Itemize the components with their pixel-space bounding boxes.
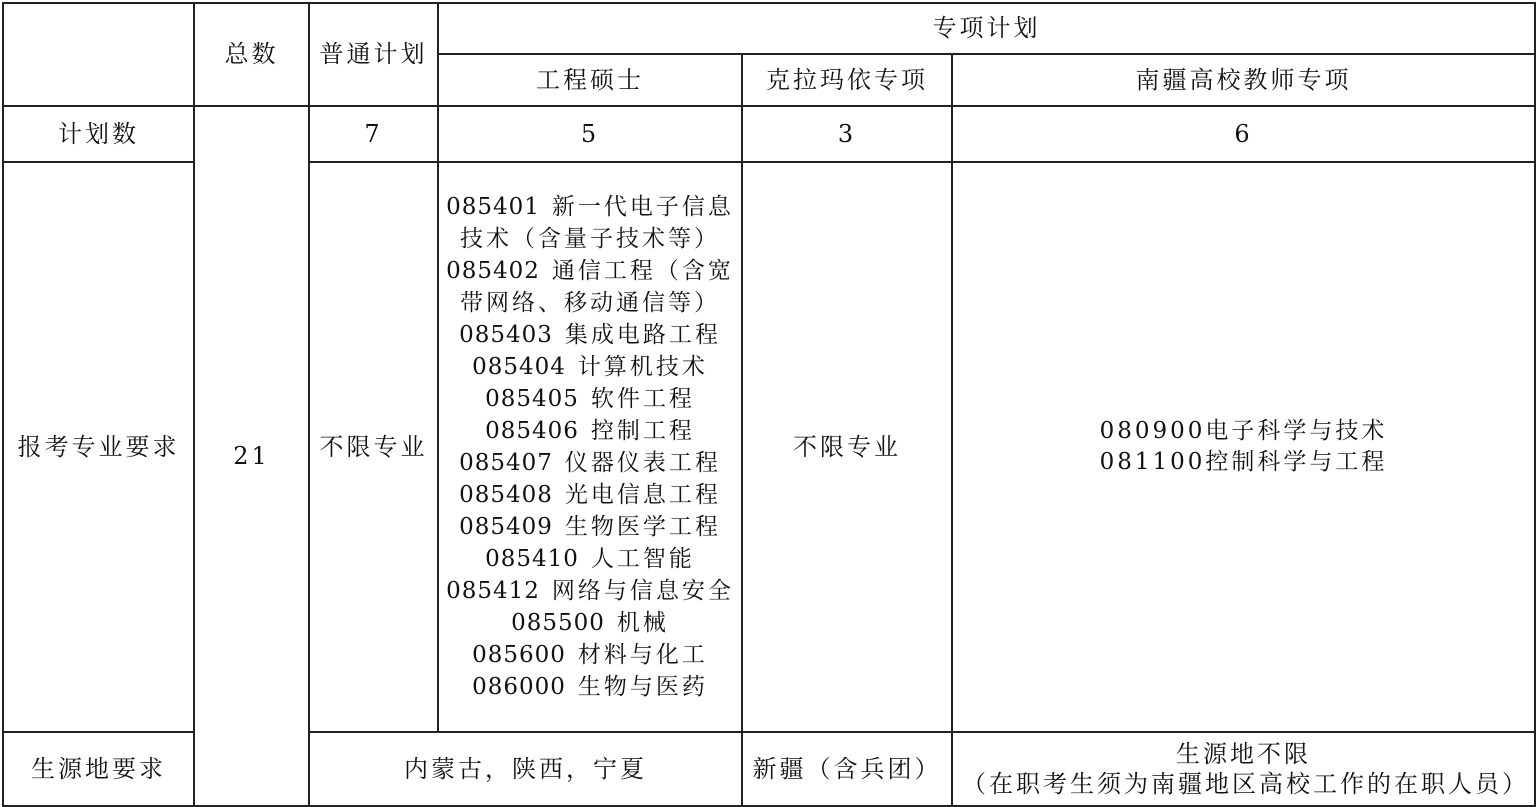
- major-name: 仪器仪表工程: [564, 450, 721, 476]
- source-nanjiang: [952, 732, 1535, 806]
- header-row-1: [3, 3, 1535, 54]
- major-code: 085406: [485, 418, 579, 444]
- major-name: 技术（含量子技术等）: [460, 226, 720, 252]
- row-label-plan-count: 计划数: [3, 106, 194, 162]
- nanjiang-major-list: [953, 416, 1534, 478]
- engineering-major-item: [439, 543, 741, 575]
- major-name: 生物与医药: [577, 674, 708, 700]
- header-nanjiang: 南疆高校教师专项: [952, 54, 1535, 106]
- major-code: 085403: [459, 322, 553, 348]
- major-name: 生物医学工程: [564, 514, 721, 540]
- header-general-plan: 普通计划: [309, 3, 438, 106]
- major-code: 085500: [511, 610, 605, 636]
- major-code: 085405: [485, 386, 579, 412]
- engineering-major-item: [439, 575, 741, 607]
- major-name: 软件工程: [590, 386, 695, 412]
- source-nanjiang-line1: 生源地不限: [1176, 740, 1312, 768]
- engineering-major-item: [439, 447, 741, 479]
- major-code: 085404: [472, 354, 566, 380]
- corner-cell: [3, 3, 194, 106]
- engineering-major-item: [439, 415, 741, 447]
- major-name: 通信工程（含宽: [551, 258, 734, 284]
- major-name: 新一代电子信息: [551, 194, 734, 220]
- engineering-major-item: [439, 383, 741, 415]
- major-name: 人工智能: [590, 546, 695, 572]
- major-code: 085409: [459, 514, 553, 540]
- major-code: 085410: [485, 546, 579, 572]
- total-value: 21: [194, 106, 309, 806]
- plan-count-engineering: 5: [438, 106, 742, 162]
- engineering-major-item: [439, 607, 741, 639]
- major-code: 085402: [446, 258, 540, 284]
- row-label-major-requirement: 报考专业要求: [3, 162, 194, 732]
- engineering-major-item: [439, 479, 741, 511]
- source-kelamayi: 新疆（含兵团）: [742, 732, 952, 806]
- enrollment-plan-table: [2, 2, 1536, 807]
- major-name: 集成电路工程: [564, 322, 721, 348]
- engineering-major-item: [439, 639, 741, 671]
- major-general: 不限专业: [309, 162, 438, 732]
- header-special-plan: 专项计划: [438, 3, 1535, 54]
- major-code: 085401: [446, 194, 540, 220]
- source-nanjiang-line2: （在职考生须为南疆地区高校工作的在职人员）: [962, 770, 1530, 798]
- plan-count-nanjiang: 6: [952, 106, 1535, 162]
- major-code: 086000: [472, 674, 566, 700]
- major-name: 计算机技术: [577, 354, 708, 380]
- major-kelamayi: 不限专业: [742, 162, 952, 732]
- engineering-major-item: [439, 287, 741, 319]
- major-code: 085407: [459, 450, 553, 476]
- header-kelamayi: 克拉玛依专项: [742, 54, 952, 106]
- engineering-major-item: [439, 319, 741, 351]
- major-name: 带网络、移动通信等）: [460, 290, 720, 316]
- nanjiang-major-item: 080900电子科学与技术: [1099, 418, 1388, 444]
- major-name: 光电信息工程: [564, 482, 721, 508]
- major-code: 085408: [459, 482, 553, 508]
- header-engineering-master: 工程硕士: [438, 54, 742, 106]
- engineering-major-item: [439, 223, 741, 255]
- major-code: 085412: [446, 578, 540, 604]
- major-name: 材料与化工: [577, 642, 708, 668]
- major-code: 085600: [472, 642, 566, 668]
- nanjiang-major-item: 081100控制科学与工程: [1099, 449, 1388, 475]
- major-engineering-cell: [438, 162, 742, 732]
- major-name: 网络与信息安全: [551, 578, 734, 604]
- plan-count-kelamayi: 3: [742, 106, 952, 162]
- header-total: 总数: [194, 3, 309, 106]
- engineering-major-item: [439, 351, 741, 383]
- row-label-source-requirement: 生源地要求: [3, 732, 194, 806]
- source-general-engineering: 内蒙古，陕西，宁夏: [309, 732, 742, 806]
- plan-count-row: [3, 106, 1535, 162]
- major-name: 机械: [616, 610, 669, 636]
- engineering-major-item: [439, 191, 741, 223]
- major-name: 控制工程: [590, 418, 695, 444]
- engineering-major-item: [439, 255, 741, 287]
- engineering-major-item: [439, 671, 741, 703]
- plan-count-general: 7: [309, 106, 438, 162]
- major-nanjiang-cell: [952, 162, 1535, 732]
- engineering-major-list: [439, 191, 741, 703]
- engineering-major-item: [439, 511, 741, 543]
